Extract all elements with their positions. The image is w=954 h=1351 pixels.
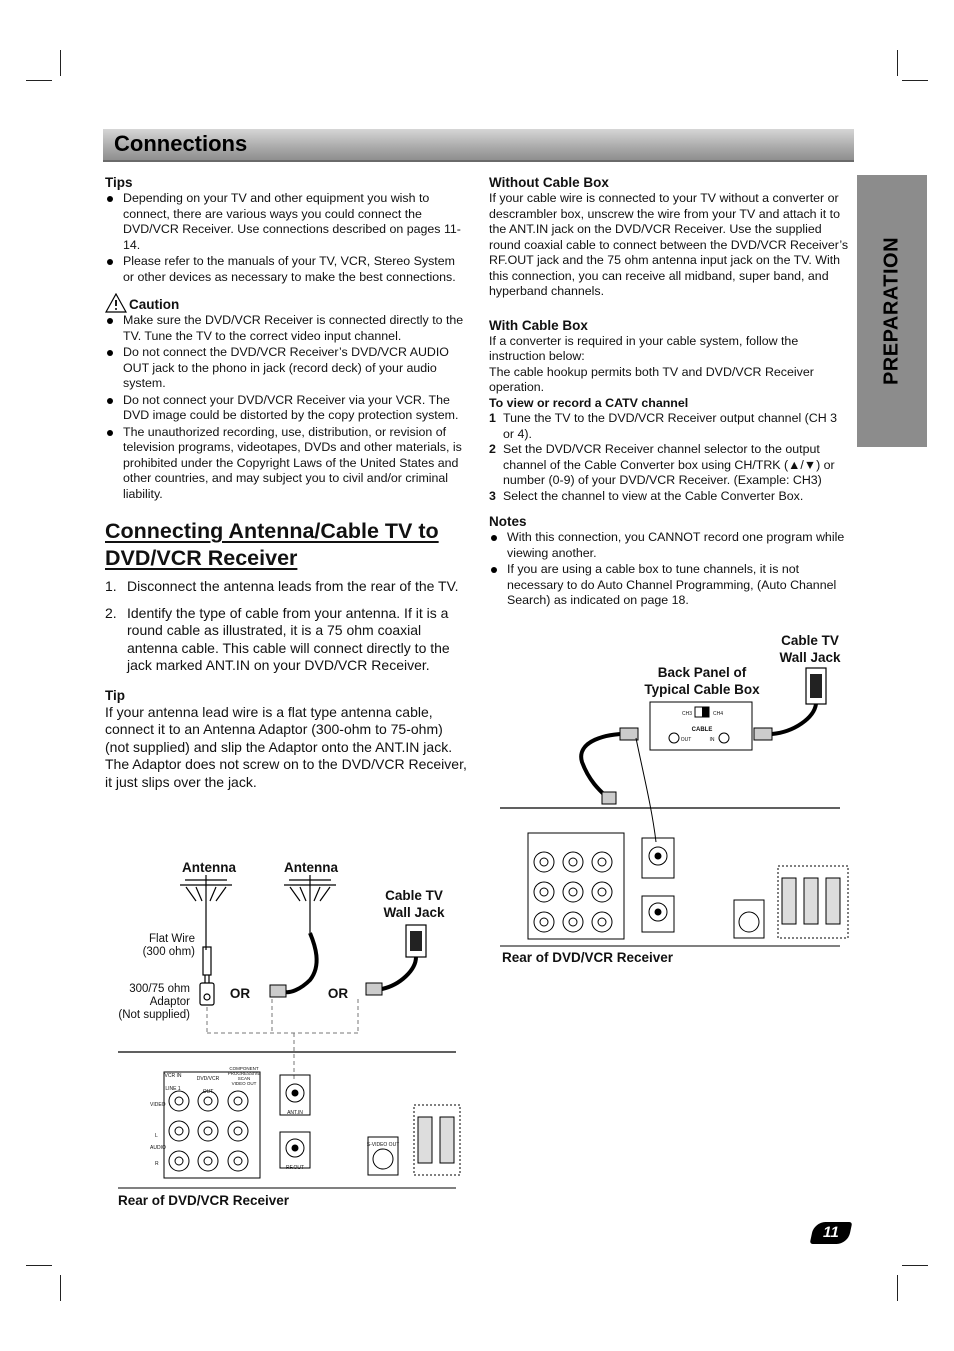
ch4-label: CH4 [712,711,723,717]
step-number: 1 [489,411,496,425]
ant-in-label: ANT.IN [287,1110,303,1116]
step-text: Disconnect the antenna leads from the rear of the TV. [127,578,459,594]
audio-l-label: L [155,1133,158,1139]
step-text: Identify the type of cable from your antenna. If it is a round cable as illustrated, it is a 75 ohm coaxial antenna cable. This cable will connect directly to the jack marked ANT.IN on your DVD/VCR Receiver. [127,604,450,673]
step-text: Tune the TV to the DVD/VCR Receiver output channel (CH 3 or 4). [503,411,838,441]
catv-steps [489,411,849,504]
coax-connector [270,985,286,997]
or-label: OR [229,986,251,1001]
step-number: 2 [489,442,496,456]
step-number: 2. [105,604,117,621]
coax-connector [754,728,772,740]
cable-tv-wall-jack-label: Cable TV Wall Jack [779,633,841,665]
step-number: 1. [105,578,117,594]
crop-mark [902,1265,928,1266]
list-item [489,489,849,505]
crop-mark [60,50,61,76]
with-cable-box-text: If a converter is required in your cable system, follow the instruction below: [489,333,799,363]
audio-label: AUDIO [150,1145,166,1151]
cable-box-drawing [494,628,854,948]
list-item [105,605,467,675]
list-item: Depending on your TV and other equipment you wish to connect, there are various ways you could connect the DVD/VCR Receiver. Use connections described on pages 11-14. [105,191,467,253]
tips-heading: Tips [105,175,133,190]
flat-wire-label: Flat Wire (300 ohm) [142,933,195,958]
coaxial-cable [285,933,317,992]
antenna-label: Antenna [284,860,338,875]
catv-heading: To view or record a CATV channel [489,395,689,410]
steps-list [105,578,467,675]
list-item: Do not connect your DVD/VCR Receiver via your VCR. The DVD image could be distorted by the copy protection system. [105,393,467,424]
list-item: The unauthorized recording, use, distribution, or revision of television programs, videotapes, DVDs and other materials, is prohibited under the Copyright Laws of the United States and other countries, and may subject you to civil and/or criminal liability. [105,425,467,503]
side-tab-label: PREPARATION [880,236,903,386]
title-bar [103,129,854,162]
rear-caption: Rear of DVD/VCR Receiver [502,950,674,965]
antenna-connection-diagram [100,855,470,1215]
crop-mark [26,80,52,81]
notes-heading: Notes [489,514,527,529]
notes-list [489,530,849,609]
coaxial-cable [382,957,416,989]
without-cable-box-text: If your cable wire is connected to your TV without a converter or descrambler box, unscrew the wire from your TV and attach it to the ANT.IN jack on the DVD/VCR Receiver. Use the supplied round coaxial cable to connect between the DVD/VCR Receiver’s RF.OUT jack and the 75 ohm antenna input jack on the TV. With this connection, you can receive all midband, super band, and hyperband channels. [489,191,849,298]
with-cable-box-text: The cable hookup permits both TV and DVD/VCR Receiver operation. [489,364,814,394]
caution-heading: Caution [129,297,180,312]
cable-label: CABLE [691,727,713,733]
caution-list [105,313,467,502]
list-item: Make sure the DVD/VCR Receiver is connected directly to the TV. Tune the TV to the correct video input channel. [105,313,467,344]
right-column [489,174,849,610]
antenna-label: Antenna [182,860,236,875]
antenna-icon [284,875,336,933]
cable-box-diagram [494,628,854,968]
rear-panel-drawing [528,833,848,939]
cable-tv-wall-jack-label: Cable TV Wall Jack [383,888,445,920]
coaxial-cable [772,704,816,734]
section-title: Connecting Antenna/Cable TV to DVD/VCR Receiver [105,519,439,570]
out-label: OUT [680,737,692,743]
coax-connector [602,792,616,804]
side-tab [857,175,927,447]
rf-out-label: RF.OUT [285,1165,305,1171]
audio-r-label: R [155,1161,159,1167]
list-item: Do not connect the DVD/VCR Receiver’s DVD/VCR AUDIO OUT jack to the phono in jack (record deck) of your audio system. [105,345,467,392]
warning-triangle-icon [105,293,127,313]
coaxial-cable [581,734,638,800]
with-cable-box-heading: With Cable Box [489,317,588,333]
in-label: IN [709,737,715,743]
list-item: Please refer to the manuals of your TV, VCR, Stereo System or other devices as necessary to make the best connections. [105,254,467,285]
vcr-in-label: VCR IN LINE 1 [164,1073,182,1092]
tips-list [105,191,467,285]
s-video-label: S-VIDEO OUT [366,1142,400,1148]
crop-mark [26,1265,52,1266]
crop-mark [897,1275,898,1301]
tip-text: If your antenna lead wire is a flat type antenna cable, connect it to an Antenna Adaptor (300-ohm to 75-ohm) (not supplied) and slip the Adaptor onto the ANT.IN jack. The Adaptor does not screw on to the DVD/VCR Receiver, it just slips over the jack. [105,703,467,790]
list-item [489,411,849,442]
crop-mark [902,80,928,81]
adaptor-label: 300/75 ohm Adaptor (Not supplied) [118,983,190,1021]
step-text: Set the DVD/VCR Receiver channel selector to the output channel of the Cable Converter box using CH/TRK (▲/▼) or number (0-9) of your DVD/VCR Receiver. (Example: CH3) [503,442,835,487]
list-item: If you are using a cable box to tune channels, it is not necessary to do Auto Channel Programming, (Auto Channel Search) as indicated on page 18. [489,562,849,609]
list-item [105,578,467,596]
coax-connector [366,983,382,995]
ch3-label: CH3 [681,711,692,717]
tip-heading: Tip [105,687,125,703]
caution-header [105,293,467,313]
component-out-label: COMPONENT PROGRESSIVE SCAN VIDEO OUT [227,1066,261,1086]
back-panel-label: Back Panel of Typical Cable Box [644,665,760,697]
list-item [489,442,849,489]
without-cable-box-heading: Without Cable Box [489,175,609,190]
crop-mark [897,50,898,76]
video-label: VIDEO [150,1102,166,1108]
antenna-icon [180,875,232,1005]
step-text: Select the channel to view at the Cable Converter Box. [503,488,804,503]
crop-mark [60,1275,61,1301]
left-column [105,174,467,791]
rear-caption: Rear of DVD/VCR Receiver [118,1193,290,1208]
or-label: OR [327,986,349,1001]
coax-connector [620,728,638,740]
page-title: Connections [114,131,248,156]
page-number-text: 11 [821,1224,841,1241]
list-item: With this connection, you CANNOT record one program while viewing another. [489,530,849,561]
step-number: 3 [489,488,496,503]
page-number [810,1222,853,1244]
dvd-vcr-out-label: DVD/VCR OUT [196,1076,220,1095]
